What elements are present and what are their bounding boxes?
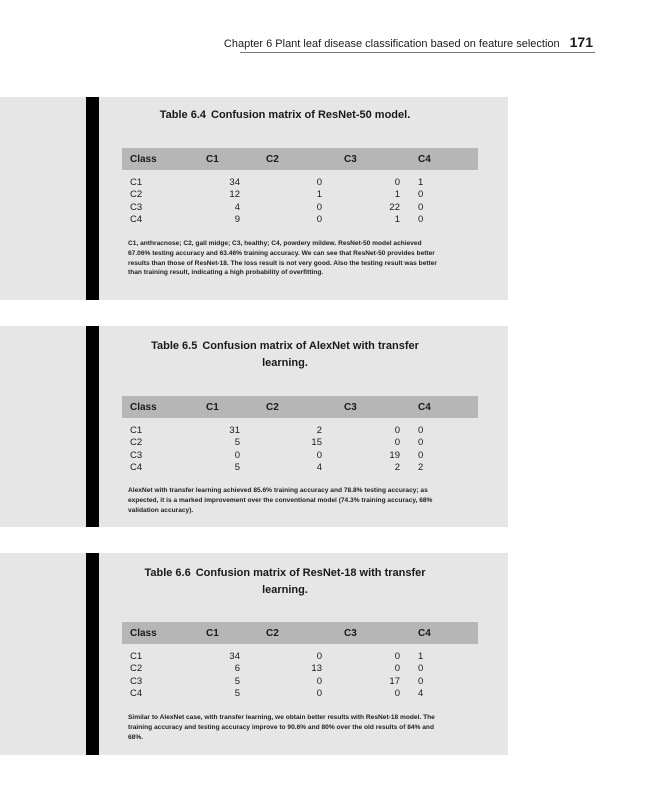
panel-bar	[86, 97, 99, 300]
table-cell: 0	[394, 663, 400, 675]
table-cell: C4	[130, 214, 143, 226]
table-cell: 34	[229, 176, 240, 188]
table-cell: 17	[389, 675, 400, 687]
table-row	[122, 189, 478, 202]
table-cell: 0	[394, 688, 400, 700]
table-cell: 2	[316, 424, 322, 436]
table-cell: 6	[234, 663, 240, 675]
column-header: C3	[344, 401, 357, 413]
table-cell: 0	[316, 675, 322, 687]
table-cell: 0	[394, 650, 400, 662]
table-footnote: C1, anthracnose; C2, gall midge; C3, healthy; C4, powdery mildew. ResNet-50 model achieved 67.06% testing accuracy and 63.46% training accuracy. We can see that ResNet-50 provides better results than those of ResNet-18. The loss result is not very good. Also the testing result was better than training result, indicating a high probability of overfitting.	[128, 240, 437, 277]
table-row	[122, 644, 478, 663]
page-number: 171	[569, 34, 593, 50]
table-cell: 1	[418, 650, 424, 662]
table-cell: C3	[130, 675, 143, 687]
table-title: Confusion matrix of ResNet-50 model.	[211, 109, 411, 121]
table-cell: 0	[316, 650, 322, 662]
running-title: Chapter 6 Plant leaf disease classification based on feature selection	[223, 38, 560, 50]
table-cell: C2	[130, 189, 143, 201]
table-cell: 0	[418, 449, 424, 461]
table-label: Table 6.6	[144, 567, 191, 579]
confusion-matrix-table	[122, 148, 478, 226]
table-cell: C4	[130, 688, 143, 700]
column-header: Class	[130, 627, 157, 639]
table-cell: 5	[234, 462, 240, 474]
table-cell: C2	[130, 437, 143, 449]
column-header: C1	[206, 401, 219, 413]
table-cell: 1	[394, 214, 400, 226]
table-cell: 1	[418, 176, 424, 188]
table-header-row	[122, 396, 478, 418]
confusion-matrix-table	[122, 622, 478, 700]
table-cell: 12	[229, 189, 240, 201]
table-cell: 0	[418, 424, 424, 436]
table-cell: 0	[418, 663, 424, 675]
table-row	[122, 675, 478, 688]
table-row	[122, 418, 478, 437]
column-header: C3	[344, 153, 357, 165]
table-cell: 0	[394, 424, 400, 436]
table-panel-6-4	[0, 97, 508, 300]
column-header: C3	[344, 627, 357, 639]
table-cell: C3	[130, 449, 143, 461]
table-caption	[130, 107, 440, 124]
table-cell: 1	[316, 189, 322, 201]
table-cell: 5	[234, 675, 240, 687]
table-label: Table 6.4	[159, 109, 206, 121]
table-cell: C1	[130, 424, 143, 436]
table-cell: 9	[234, 214, 240, 226]
table-cell: 15	[311, 437, 322, 449]
table-cell: 22	[389, 201, 400, 213]
table-cell: 0	[418, 201, 424, 213]
table-cell: 0	[316, 201, 322, 213]
table-cell: 2	[394, 462, 400, 474]
panel-bar	[86, 553, 99, 755]
table-panel-6-5	[0, 326, 508, 527]
table-cell: 0	[418, 214, 424, 226]
table-row	[122, 688, 478, 701]
header-rule	[240, 52, 595, 53]
table-cell: 5	[234, 688, 240, 700]
table-row	[122, 437, 478, 450]
table-cell: C1	[130, 650, 143, 662]
table-cell: 0	[418, 189, 424, 201]
table-cell: 0	[234, 449, 240, 461]
table-row	[122, 462, 478, 475]
column-header: C2	[266, 153, 279, 165]
panel-bar	[86, 326, 99, 527]
column-header: C4	[418, 401, 431, 413]
column-header: C4	[418, 153, 431, 165]
table-cell: 0	[394, 437, 400, 449]
column-header: Class	[130, 153, 157, 165]
table-row	[122, 449, 478, 462]
table-cell: 0	[418, 675, 424, 687]
running-head	[0, 34, 593, 50]
table-cell: 0	[394, 176, 400, 188]
table-cell: 0	[316, 176, 322, 188]
table-panel-6-6	[0, 553, 508, 755]
column-header: C4	[418, 627, 431, 639]
table-cell: 0	[316, 449, 322, 461]
table-cell: 2	[418, 462, 424, 474]
table-title: Confusion matrix of AlexNet with transfer learning.	[202, 340, 419, 369]
table-cell: 0	[316, 214, 322, 226]
table-cell: 0	[418, 437, 424, 449]
table-label: Table 6.5	[151, 340, 198, 352]
column-header: C1	[206, 627, 219, 639]
table-caption	[130, 565, 440, 599]
table-cell: 34	[229, 650, 240, 662]
table-cell: 1	[394, 189, 400, 201]
table-cell: C4	[130, 462, 143, 474]
column-header: C1	[206, 153, 219, 165]
table-cell: 0	[316, 688, 322, 700]
table-cell: 13	[311, 663, 322, 675]
column-header: C2	[266, 401, 279, 413]
table-cell: 31	[229, 424, 240, 436]
table-row	[122, 214, 478, 227]
table-row	[122, 201, 478, 214]
table-caption	[130, 338, 440, 372]
table-cell: 4	[418, 688, 424, 700]
table-cell: 4	[316, 462, 322, 474]
table-header-row	[122, 148, 478, 170]
table-title: Confusion matrix of ResNet-18 with transfer learning.	[195, 567, 426, 596]
table-row	[122, 663, 478, 676]
column-header: C2	[266, 627, 279, 639]
table-footnote: AlexNet with transfer learning achieved 85.6% training accuracy and 78.8% testing accuracy; as expected, it is a marked improvement over the conventional model (74.3% training accuracy, 68% validation accuracy).	[128, 487, 433, 514]
table-row	[122, 170, 478, 189]
table-cell: C2	[130, 663, 143, 675]
table-header-row	[122, 622, 478, 644]
table-cell: 4	[234, 201, 240, 213]
confusion-matrix-table	[122, 396, 478, 474]
table-cell: 19	[389, 449, 400, 461]
column-header: Class	[130, 401, 157, 413]
table-cell: 5	[234, 437, 240, 449]
table-footnote: Similar to AlexNet case, with transfer learning, we obtain better results with ResNet-18 model. The training accuracy and testing accuracy improve to 90.6% and 80% over the old results of 84% and 68%.	[128, 714, 435, 741]
table-cell: C3	[130, 201, 143, 213]
table-cell: C1	[130, 176, 143, 188]
